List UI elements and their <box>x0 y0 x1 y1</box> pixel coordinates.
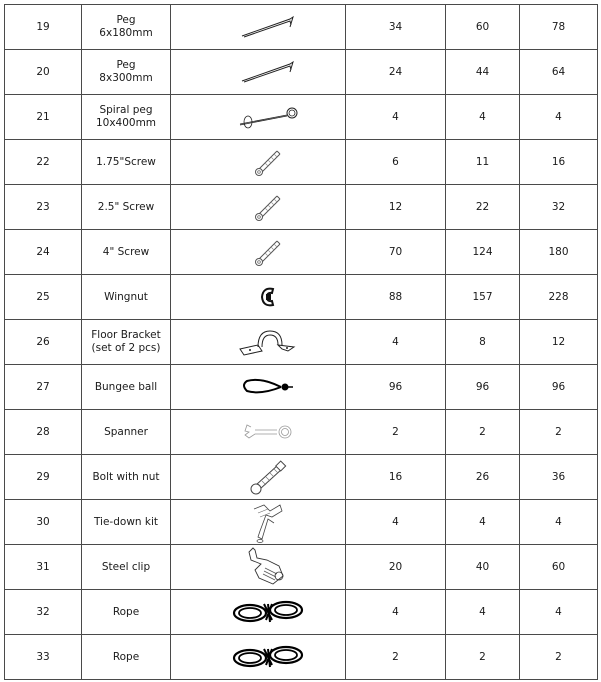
quantity-1: 34 <box>346 5 446 50</box>
quantity-3: 4 <box>520 500 598 545</box>
part-name-line-1: Spanner <box>104 425 148 438</box>
quantity-3: 36 <box>520 455 598 500</box>
quantity-1: 4 <box>346 590 446 635</box>
part-name <box>82 95 171 140</box>
rope-icon <box>232 643 304 671</box>
part-name-line-2: 8x300mm <box>99 72 153 84</box>
quantity-2: 157 <box>446 275 520 320</box>
part-image <box>171 500 346 545</box>
part-number: 29 <box>5 455 82 500</box>
tie-down-kit-icon <box>250 501 286 543</box>
part-name <box>82 50 171 95</box>
part-number: 30 <box>5 500 82 545</box>
part-name-line-1: Tie-down kit <box>93 515 159 528</box>
quantity-1: 88 <box>346 275 446 320</box>
parts-table <box>4 4 598 680</box>
quantity-2: 11 <box>446 140 520 185</box>
table-row <box>5 50 598 95</box>
table-row <box>5 275 598 320</box>
part-name-line-1: Spiral peg <box>99 104 153 116</box>
quantity-2: 22 <box>446 185 520 230</box>
part-name-line-2: 10x400mm <box>95 117 157 129</box>
quantity-3: 60 <box>520 545 598 590</box>
peg-icon <box>240 15 296 39</box>
part-name <box>82 635 171 680</box>
part-name <box>82 500 171 545</box>
part-name-line-1: Bolt with nut <box>92 470 160 483</box>
quantity-2: 4 <box>446 95 520 140</box>
part-number: 24 <box>5 230 82 275</box>
table-row <box>5 590 598 635</box>
table-row <box>5 230 598 275</box>
part-number: 19 <box>5 5 82 50</box>
part-number: 23 <box>5 185 82 230</box>
peg-icon <box>240 60 296 84</box>
table-row <box>5 545 598 590</box>
part-number: 21 <box>5 95 82 140</box>
table-row <box>5 320 598 365</box>
quantity-1: 4 <box>346 320 446 365</box>
rope-icon <box>232 598 304 626</box>
part-number: 28 <box>5 410 82 455</box>
quantity-1: 6 <box>346 140 446 185</box>
quantity-3: 16 <box>520 140 598 185</box>
part-name <box>82 590 171 635</box>
part-name-line-1: Bungee ball <box>94 380 158 393</box>
quantity-3: 78 <box>520 5 598 50</box>
quantity-1: 16 <box>346 455 446 500</box>
part-image <box>171 320 346 365</box>
quantity-2: 2 <box>446 410 520 455</box>
quantity-2: 2 <box>446 635 520 680</box>
table-row <box>5 185 598 230</box>
part-name-line-1: Rope <box>112 650 140 663</box>
quantity-1: 4 <box>346 95 446 140</box>
part-image <box>171 275 346 320</box>
quantity-2: 44 <box>446 50 520 95</box>
quantity-2: 8 <box>446 320 520 365</box>
quantity-1: 4 <box>346 500 446 545</box>
quantity-1: 12 <box>346 185 446 230</box>
part-name-line-2: 6x180mm <box>99 27 153 39</box>
spiral-peg-icon <box>236 104 300 130</box>
steel-clip-icon <box>243 546 293 588</box>
part-name-line-1: 1.75"Screw <box>96 155 156 168</box>
part-name <box>82 365 171 410</box>
table-row <box>5 500 598 545</box>
part-number: 33 <box>5 635 82 680</box>
quantity-3: 12 <box>520 320 598 365</box>
part-image <box>171 545 346 590</box>
quantity-3: 64 <box>520 50 598 95</box>
part-name <box>82 230 171 275</box>
quantity-1: 2 <box>346 410 446 455</box>
part-number: 27 <box>5 365 82 410</box>
part-name-line-1: Rope <box>112 605 140 618</box>
part-name-line-1: 4" Screw <box>102 245 150 258</box>
screw-icon <box>253 237 283 267</box>
screw-icon <box>253 192 283 222</box>
quantity-3: 4 <box>520 95 598 140</box>
part-name-line-1: Wingnut <box>104 290 148 303</box>
quantity-3: 2 <box>520 635 598 680</box>
floor-bracket-icon <box>238 327 298 357</box>
quantity-2: 26 <box>446 455 520 500</box>
part-image <box>171 50 346 95</box>
table-row <box>5 410 598 455</box>
quantity-1: 20 <box>346 545 446 590</box>
quantity-1: 2 <box>346 635 446 680</box>
part-name <box>82 320 171 365</box>
part-image <box>171 140 346 185</box>
quantity-3: 32 <box>520 185 598 230</box>
part-name <box>82 545 171 590</box>
quantity-2: 96 <box>446 365 520 410</box>
table-row <box>5 5 598 50</box>
part-number: 26 <box>5 320 82 365</box>
part-image <box>171 455 346 500</box>
part-image <box>171 635 346 680</box>
part-image <box>171 365 346 410</box>
table-row <box>5 635 598 680</box>
part-name-line-1: Peg <box>116 14 136 26</box>
quantity-2: 124 <box>446 230 520 275</box>
part-number: 32 <box>5 590 82 635</box>
wingnut-icon <box>257 285 279 309</box>
part-number: 20 <box>5 50 82 95</box>
part-number: 25 <box>5 275 82 320</box>
bungee-ball-icon <box>241 377 295 397</box>
part-name <box>82 5 171 50</box>
part-image <box>171 590 346 635</box>
part-image <box>171 5 346 50</box>
part-name-line-2: (set of 2 pcs) <box>91 342 161 354</box>
screw-icon <box>253 147 283 177</box>
quantity-3: 4 <box>520 590 598 635</box>
quantity-1: 24 <box>346 50 446 95</box>
part-name-line-1: Peg <box>116 59 136 71</box>
part-name-line-1: Steel clip <box>101 560 151 573</box>
table-row <box>5 455 598 500</box>
quantity-3: 228 <box>520 275 598 320</box>
part-image <box>171 230 346 275</box>
quantity-2: 60 <box>446 5 520 50</box>
part-number: 31 <box>5 545 82 590</box>
part-name <box>82 185 171 230</box>
quantity-2: 40 <box>446 545 520 590</box>
table-row <box>5 95 598 140</box>
part-name <box>82 455 171 500</box>
part-image <box>171 95 346 140</box>
quantity-2: 4 <box>446 590 520 635</box>
quantity-3: 2 <box>520 410 598 455</box>
quantity-3: 180 <box>520 230 598 275</box>
table-row <box>5 140 598 185</box>
part-image <box>171 185 346 230</box>
quantity-3: 96 <box>520 365 598 410</box>
spanner-icon <box>243 423 293 441</box>
part-name <box>82 140 171 185</box>
quantity-1: 70 <box>346 230 446 275</box>
bolt-with-nut-icon <box>248 459 288 495</box>
part-number: 22 <box>5 140 82 185</box>
quantity-2: 4 <box>446 500 520 545</box>
part-name-line-1: 2.5" Screw <box>97 200 155 213</box>
quantity-1: 96 <box>346 365 446 410</box>
part-name <box>82 410 171 455</box>
part-image <box>171 410 346 455</box>
table-row <box>5 365 598 410</box>
part-name-line-1: Floor Bracket <box>91 329 161 341</box>
parts-table-body <box>5 5 598 680</box>
part-name <box>82 275 171 320</box>
